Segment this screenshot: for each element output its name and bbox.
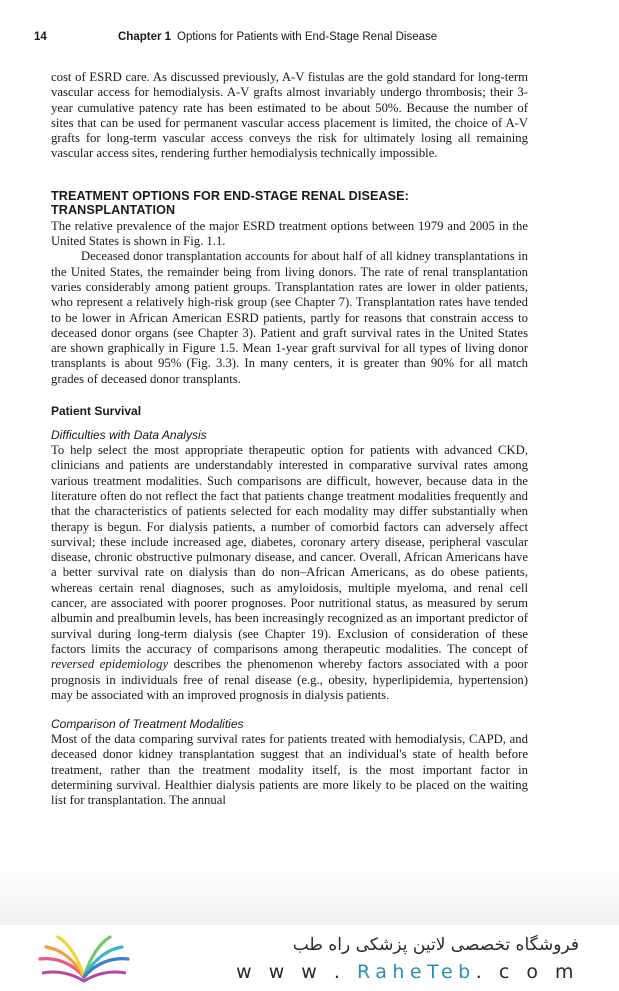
- comparison-paragraph: Most of the data comparing survival rates for patients treated with hemodialysis, CAPD, and deceased donor kidney transplantation suggest that an individual's state of health before treatment, rather than the treatment modality itself, is the most important factor in determining survival. Healthier dialysis patients are more likely to be placed on the waiting list for transplantation. The annual: [51, 732, 528, 808]
- bottom-shadow: [0, 860, 619, 930]
- transplant-paragraph-2: Deceased donor transplantation accounts for about half of all kidney transplantations in the United States, the remainder being from living donors. The rate of renal transplantation varies considerably among patient groups. Transplantation rates are lower in older patients, who represent a relatively high-risk group (see Chapter 7). Transplantation rates have tended to be lower in African American ESRD patients, partly for reasons that constrain access to deceased donor organs (see Chapter 3). Patient and graft survival rates in the United States are shown graphically in Figure 1.5. Mean 1-year graft survival for all types of living donor transplants is about 95% (Fig. 3.3). In many centers, it is greater than 90% for all match grades of deceased donor transplants.: [51, 249, 528, 386]
- watermark-banner: [0, 925, 619, 991]
- section-heading-line2: TRANSPLANTATION: [51, 202, 176, 217]
- page-body: [51, 70, 528, 809]
- page-header: [34, 28, 594, 46]
- difficulties-heading: Difficulties with Data Analysis: [51, 428, 207, 443]
- url-suffix: . c o m: [475, 961, 579, 983]
- intro-paragraph: cost of ESRD care. As discussed previously, A-V fistulas are the gold standard for long-term vascular access for hemodialysis. A-V grafts almost invariably undergo thrombosis; their 3-year cumulative patency rate has been estimated to be about 50%. Because the number of sites that can be used for permanent vascular access placement is limited, the choice of A-V grafts for long-term vascular access conveys the risk for ultimately losing all remaining vascular access sites, rendering further hemodialysis technically impossible.: [51, 70, 528, 161]
- watermark-persian-text: فروشگاه تخصصی لاتین پزشکی راه طب: [292, 935, 579, 955]
- difficulties-text-b: describes the phenomenon whereby factors associated with a poor prognosis in individuals free of renal disease (e.g., obesity, hyperlipidemia, hypertension) may be associated with an improved prognosis in dialysis patients.: [51, 657, 529, 702]
- page-number: 14: [34, 31, 47, 43]
- section-heading: [51, 189, 528, 217]
- open-book-logo-icon: [34, 933, 134, 985]
- url-brand: RaheTeb: [356, 961, 476, 983]
- transplant-paragraph-1: The relative prevalence of the major ESRD treatment options between 1979 and 2005 in the United States is shown in Fig. 1.1.: [51, 218, 528, 249]
- chapter-label: Chapter 1: [118, 31, 172, 43]
- watermark-url: [236, 961, 579, 983]
- difficulties-paragraph: [51, 443, 528, 703]
- comparison-heading: Comparison of Treatment Modalities: [51, 717, 244, 732]
- chapter-title: Options for Patients with End-Stage Renal Disease: [177, 31, 438, 43]
- emphasized-term: reversed epidemiology: [51, 657, 169, 672]
- subsection-heading: Patient Survival: [51, 404, 142, 419]
- difficulties-text-a: To help select the most appropriate therapeutic option for patients with advanced CKD, clinicians and patients are understandably interested in comparative survival rates among various treatment modalities. Such comparisons are difficult, however, because data in the literature often do not reflect the fact that patients change treatment modalities frequently and that the characteristics of patients selected for each modality may differ substantially when therapy is begun. For dialysis patients, a number of comorbid factors can adversely affect survival; these include increased age, diabetes, coronary artery disease, peripheral vascular disease, chronic obstructive pulmonary disease, and cancer. Overall, African Americans have a better survival rate on dialysis than do non–African Americans, as do obese patients, whereas certain renal diagnoses, such as amyloidosis, multiple myeloma, and renal cell cancer, are associated with poorer prognoses. Poor nutritional status, as measured by serum albumin and prealbumin levels, has been increasingly recognized as an important predictor of survival during long-term dialysis (see Chapter 19). Exclusion of consideration of these factors limits the accuracy of comparisons among therapeutic modalities. The concept of: [51, 443, 528, 656]
- url-prefix: w w w .: [236, 961, 357, 983]
- section-heading-line1: TREATMENT OPTIONS FOR END-STAGE RENAL DISEASE:: [51, 188, 409, 203]
